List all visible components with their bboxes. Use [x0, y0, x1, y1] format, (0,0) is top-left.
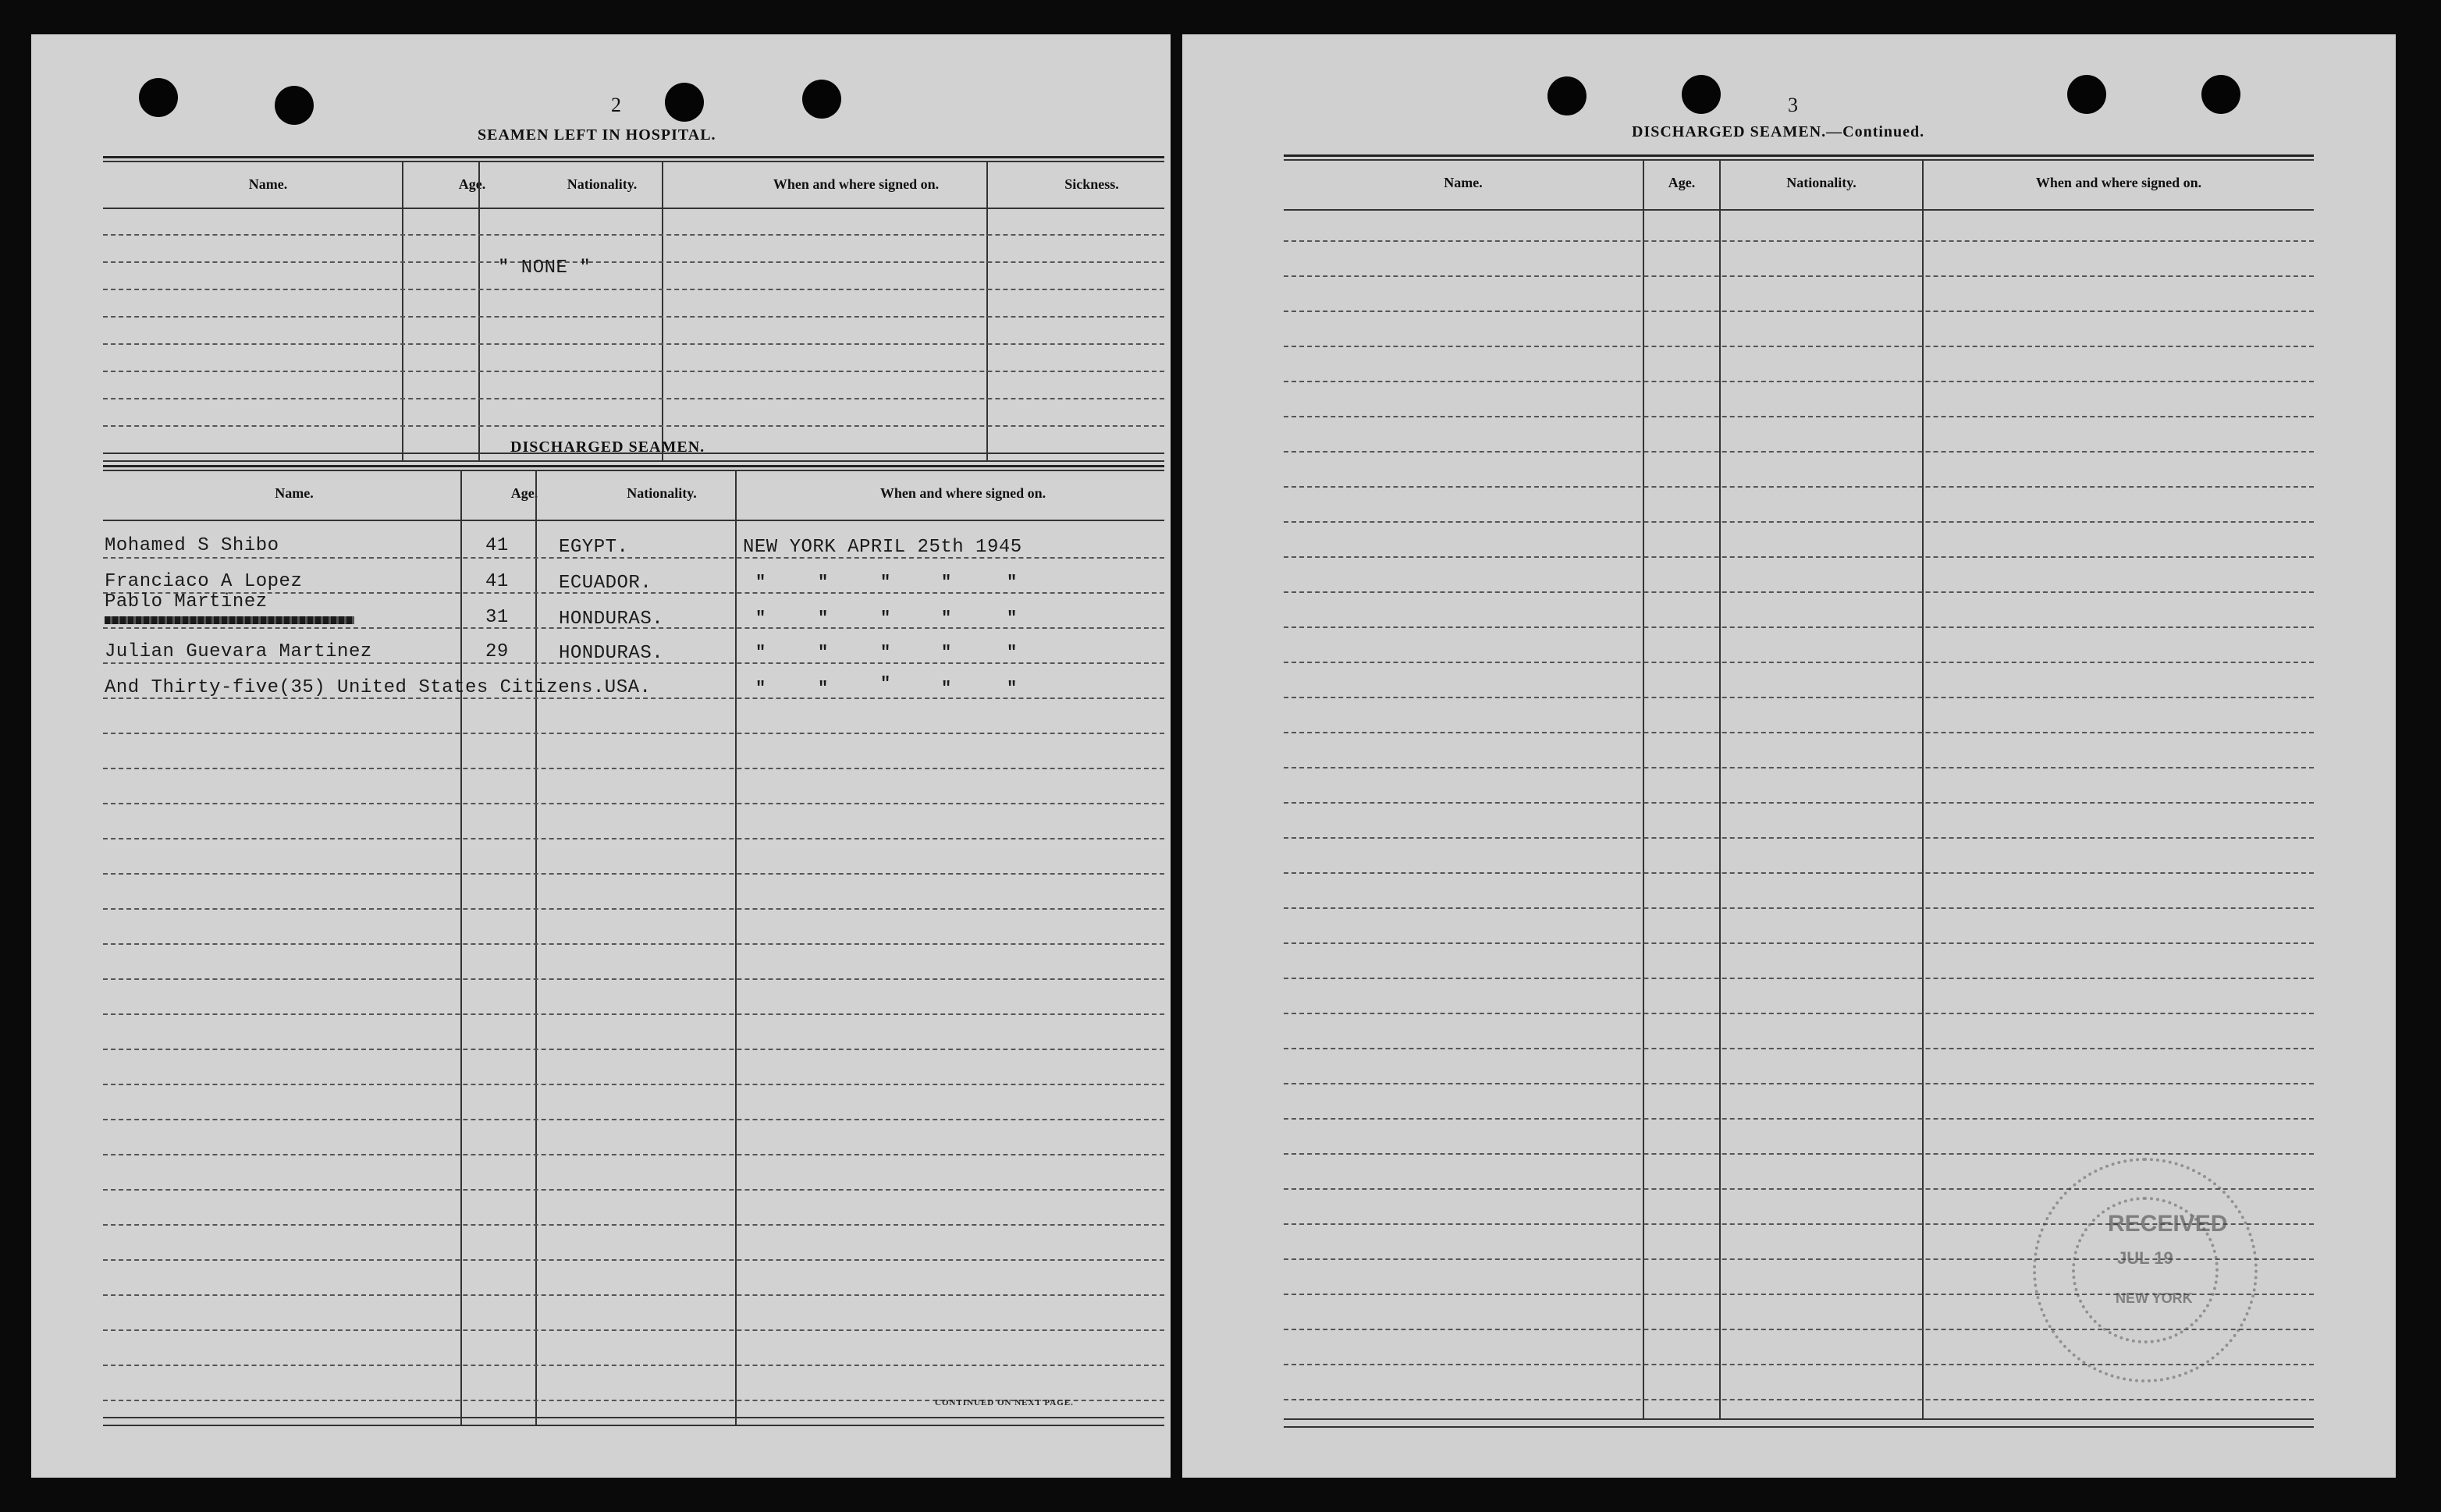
- row-line: [103, 343, 1164, 345]
- ditto-mark: ": [880, 674, 891, 694]
- punch-hole: [665, 83, 704, 122]
- row-line: [1284, 942, 2314, 944]
- row-line: [103, 234, 1164, 236]
- column-header-signed-on: When and where signed on.: [773, 176, 940, 192]
- row-line: [1284, 978, 2314, 979]
- row-line: [103, 1189, 1164, 1191]
- row-line: [103, 1084, 1164, 1085]
- row-line: [1284, 451, 2314, 453]
- row-line: [1284, 486, 2314, 488]
- row-line: [1284, 556, 2314, 558]
- seaman-nationality: HONDURAS.: [559, 643, 664, 664]
- row-line: [103, 908, 1164, 910]
- ditto-mark: ": [880, 609, 891, 628]
- row-line: [1284, 732, 2314, 733]
- column-divider: [460, 471, 462, 1425]
- ditto-mark: ": [1007, 609, 1018, 628]
- column-divider: [735, 471, 737, 1425]
- table-rule: [103, 156, 1164, 158]
- table-rule: [103, 1425, 1164, 1426]
- ditto-mark: ": [818, 609, 829, 628]
- page-number: 2: [611, 94, 621, 116]
- ditto-mark: ": [818, 679, 829, 698]
- seaman-age: 31: [485, 607, 509, 628]
- row-line: [103, 1119, 1164, 1120]
- row-line: [1284, 1399, 2314, 1400]
- column-header-signed-on: When and where signed on.: [879, 485, 1046, 501]
- ditto-mark: ": [880, 573, 891, 592]
- table-rule: [103, 161, 1164, 162]
- seaman-name: And Thirty-five(35) United States Citizens.USA.: [105, 677, 652, 698]
- ditto-mark: ": [755, 643, 766, 662]
- left-page: [31, 34, 1171, 1478]
- column-header-nationality: Nationality.: [1786, 175, 1857, 190]
- row-line: [1284, 346, 2314, 347]
- struck-out-name: [105, 616, 354, 624]
- column-divider: [662, 162, 663, 461]
- header-rule: [103, 208, 1164, 209]
- column-header-age: Age.: [510, 485, 538, 501]
- table-rule: [1284, 159, 2314, 161]
- row-line: [103, 873, 1164, 875]
- ditto-mark: ": [880, 643, 891, 662]
- table-rule: [103, 465, 1164, 467]
- ditto-mark: ": [755, 573, 766, 592]
- punch-hole: [2201, 75, 2240, 114]
- header-rule: [103, 520, 1164, 521]
- column-header-signed-on: When and where signed on.: [2035, 175, 2202, 190]
- table-rule: [103, 1417, 1164, 1418]
- row-line: [1284, 1048, 2314, 1049]
- table-rule: [103, 460, 1164, 462]
- column-header-nationality: Nationality.: [627, 485, 697, 501]
- row-line: [1284, 626, 2314, 628]
- discharged-section-title: DISCHARGED SEAMEN.: [510, 438, 705, 456]
- seaman-nationality: EGYPT.: [559, 537, 629, 558]
- row-line: [103, 1049, 1164, 1050]
- seaman-age: 41: [485, 571, 509, 592]
- row-line: [103, 1224, 1164, 1226]
- column-header-age: Age.: [458, 176, 486, 192]
- right-page: [1182, 34, 2396, 1478]
- column-divider: [478, 162, 480, 461]
- row-line: [103, 1154, 1164, 1155]
- row-line: [1284, 521, 2314, 523]
- row-line: [103, 371, 1164, 372]
- row-line: [1284, 872, 2314, 874]
- column-divider: [986, 162, 988, 461]
- row-line: [103, 261, 1164, 263]
- column-header-sickness: Sickness.: [1064, 176, 1119, 192]
- row-line: [1284, 662, 2314, 663]
- ditto-mark: ": [755, 609, 766, 628]
- punch-hole: [2067, 75, 2106, 114]
- row-line: [103, 1013, 1164, 1015]
- ditto-mark: ": [818, 573, 829, 592]
- row-line: [1284, 1153, 2314, 1155]
- punch-hole: [139, 78, 178, 117]
- row-line: [1284, 697, 2314, 698]
- seaman-nationality: ECUADOR.: [559, 573, 652, 594]
- page-number: 3: [1788, 94, 1798, 116]
- header-rule: [1284, 209, 2314, 211]
- ditto-mark: ": [941, 643, 952, 662]
- row-line: [103, 1329, 1164, 1331]
- row-line: [103, 1259, 1164, 1261]
- stamp-text: NEW YORK: [2116, 1290, 2193, 1306]
- row-line: [1284, 1083, 2314, 1084]
- table-rule: [103, 470, 1164, 471]
- row-line: [1284, 837, 2314, 839]
- row-line: [1284, 1118, 2314, 1120]
- row-line: [103, 943, 1164, 945]
- row-line: [103, 838, 1164, 839]
- column-divider: [402, 162, 403, 461]
- row-line: [1284, 802, 2314, 804]
- row-line: [103, 425, 1164, 427]
- seaman-age: 29: [485, 641, 509, 662]
- row-line: [1284, 907, 2314, 909]
- column-header-name: Name.: [1444, 175, 1483, 190]
- discharged-continued-title: DISCHARGED SEAMEN.—Continued.: [1632, 123, 1925, 140]
- column-header-name: Name.: [275, 485, 314, 501]
- seaman-nationality: HONDURAS.: [559, 609, 664, 630]
- column-divider: [1643, 161, 1644, 1420]
- hospital-entry: " NONE ": [498, 257, 592, 279]
- row-line: [1284, 381, 2314, 382]
- seaman-name: Julian Guevara Martinez: [105, 641, 372, 662]
- seaman-name: Franciaco A Lopez: [105, 571, 303, 592]
- punch-hole: [1547, 76, 1586, 115]
- row-line: [1284, 416, 2314, 417]
- stamp-text: RECEIVED: [2108, 1211, 2228, 1237]
- row-line: [103, 978, 1164, 980]
- row-line: [1284, 1013, 2314, 1014]
- hospital-section-title: SEAMEN LEFT IN HOSPITAL.: [478, 126, 716, 144]
- stamp-text: JUL 19: [2117, 1248, 2173, 1268]
- ditto-mark: ": [1007, 573, 1018, 592]
- table-rule: [1284, 154, 2314, 157]
- row-line: [103, 768, 1164, 769]
- column-divider: [535, 471, 537, 1425]
- column-header-age: Age.: [1668, 175, 1696, 190]
- seaman-signed-on: NEW YORK APRIL 25th 1945: [743, 537, 1022, 558]
- column-header-nationality: Nationality.: [567, 176, 638, 192]
- punch-hole: [802, 80, 841, 119]
- seaman-name: Pablo Martinez: [105, 591, 268, 612]
- table-rule: [1284, 1418, 2314, 1420]
- row-line: [1284, 767, 2314, 768]
- seaman-age: 41: [485, 535, 509, 556]
- row-line: [103, 1365, 1164, 1366]
- table-rule: [1284, 1426, 2314, 1428]
- punch-hole: [275, 86, 314, 125]
- row-line: [103, 1294, 1164, 1296]
- row-line: [103, 803, 1164, 804]
- continued-footer: CONTINUED ON NEXT PAGE.: [935, 1398, 1074, 1407]
- ditto-mark: ": [755, 679, 766, 698]
- ditto-mark: ": [941, 679, 952, 698]
- ditto-mark: ": [941, 609, 952, 628]
- row-line: [103, 733, 1164, 734]
- ditto-mark: ": [1007, 679, 1018, 698]
- column-header-name: Name.: [248, 176, 288, 192]
- row-line: [1284, 591, 2314, 593]
- row-line: [1284, 240, 2314, 242]
- ditto-mark: ": [818, 643, 829, 662]
- punch-hole: [1682, 75, 1721, 114]
- row-line: [1284, 275, 2314, 277]
- row-line: [103, 398, 1164, 399]
- ditto-mark: ": [1007, 643, 1018, 662]
- column-divider: [1922, 161, 1924, 1420]
- ditto-mark: ": [941, 573, 952, 592]
- column-divider: [1719, 161, 1721, 1420]
- row-line: [103, 289, 1164, 290]
- row-line: [103, 316, 1164, 318]
- row-line: [1284, 311, 2314, 312]
- seaman-name: Mohamed S Shibo: [105, 535, 279, 556]
